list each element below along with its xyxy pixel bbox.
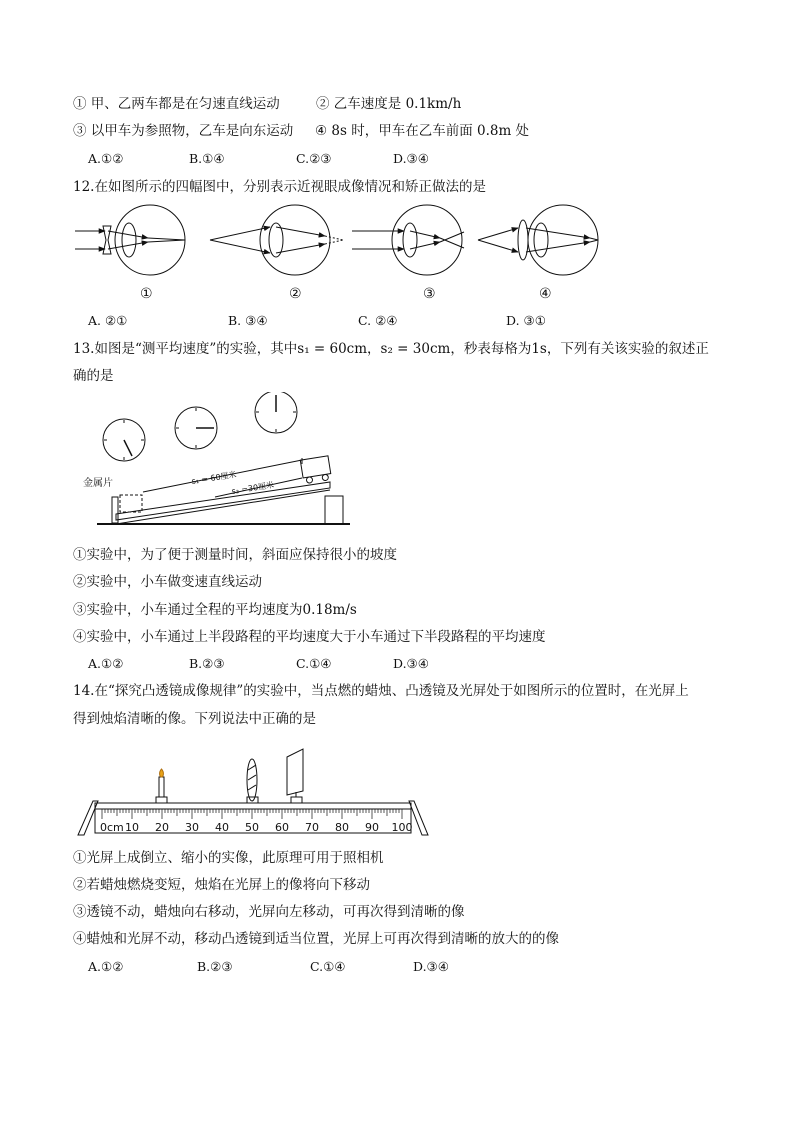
q14-statement-2: ②若蜡烛燃烧变短，烛焰在光屏上的像将向下移动: [73, 877, 370, 893]
eye-figure-3: [352, 205, 464, 275]
eye-figure-label-2: ②: [289, 286, 302, 302]
q13-statement-4: ④实验中，小车通过上半段路程的平均速度大于小车通过下半段路程的平均速度: [73, 629, 546, 645]
stopwatch-3: [255, 392, 297, 433]
ruler-label: 60: [275, 821, 289, 834]
light-screen: [287, 749, 303, 803]
ruler-label: 30: [185, 821, 199, 834]
q11-option-a[interactable]: A.①②: [88, 151, 124, 166]
q11-option-b[interactable]: B.①④: [189, 151, 225, 166]
q12-eye-figures: [0, 200, 794, 320]
q14-optical-bench-figure: [0, 735, 794, 845]
ruler-label: 40: [215, 821, 229, 834]
q13-question-line-1: 13.如图是“测平均速度”的实验，其中s₁ = 60cm，s₂ = 30cm，秒表每格为1s，下列有关该实验的叙述正: [73, 341, 709, 357]
eye-figure-label-4: ④: [539, 286, 552, 302]
q13-incline-figure: [0, 392, 794, 532]
q11-option-d[interactable]: D.③④: [393, 151, 429, 166]
ruler-label: 20: [155, 821, 169, 834]
ruler-label: 50: [245, 821, 259, 834]
ruler-label: 10: [125, 821, 139, 834]
q14-statement-1: ①光屏上成倒立、缩小的实像，此原理可用于照相机: [73, 850, 384, 866]
q13-statement-2: ②实验中，小车做变速直线运动: [73, 574, 262, 590]
ruler-label: 90: [365, 821, 379, 834]
q13-option-a[interactable]: A.①②: [88, 656, 124, 671]
q11-statement-4: ④ 8s 时，甲车在乙车前面 0.8m 处: [315, 123, 530, 139]
q13-statement-3: ③实验中，小车通过全程的平均速度为0.18m/s: [73, 602, 357, 618]
s1-label: s₁ = 60厘米: [190, 469, 238, 486]
stopwatch-1: [103, 419, 145, 461]
ruler-label: 0cm: [100, 821, 124, 834]
q14-option-b[interactable]: B.②③: [197, 959, 233, 974]
q12-option-a[interactable]: A. ②①: [88, 313, 128, 328]
q14-statement-4: ④蜡烛和光屏不动，移动凸透镜到适当位置，光屏上可再次得到清晰的放大的的像: [73, 931, 559, 947]
q12-option-c[interactable]: C. ②④: [358, 313, 398, 328]
q11-option-c[interactable]: C.②③: [296, 151, 332, 166]
eye-figure-2: [210, 205, 343, 275]
ruler-label: 80: [335, 821, 349, 834]
q13-option-d[interactable]: D.③④: [393, 656, 429, 671]
q14-question-line-2: 得到烛焰清晰的像。下列说法中正确的是: [73, 711, 316, 727]
q12-option-b[interactable]: B. ③④: [228, 313, 268, 328]
q11-statement-1: ① 甲、乙两车都是在匀速直线运动: [73, 96, 280, 112]
q11-statement-2: ② 乙车速度是 0.1km/h: [316, 96, 462, 112]
metal-plate-label: 金属片: [83, 478, 113, 489]
q13-option-b[interactable]: B.②③: [189, 656, 225, 671]
eye-figure-label-1: ①: [140, 286, 153, 302]
ruler-label: 70: [305, 821, 319, 834]
q13-statement-1: ①实验中，为了便于测量时间，斜面应保持很小的坡度: [73, 547, 397, 563]
q14-question-line-1: 14.在“探究凸透镜成像规律”的实验中，当点燃的蜡烛、凸透镜及光屏处于如图所示的位置时，在光屏上: [73, 683, 689, 699]
eye-figure-label-3: ③: [423, 286, 436, 302]
ruler-label: 100: [391, 821, 413, 834]
q13-question-line-2: 确的是: [73, 368, 114, 384]
q13-option-c[interactable]: C.①④: [296, 656, 332, 671]
q14-option-d[interactable]: D.③④: [413, 959, 449, 974]
ruler-scale-labels: [100, 821, 413, 834]
q14-option-a[interactable]: A.①②: [88, 959, 124, 974]
q12-option-d[interactable]: D. ③①: [506, 313, 546, 328]
q14-option-c[interactable]: C.①④: [310, 959, 346, 974]
eye-figure-4: [478, 205, 598, 275]
convex-lens: [247, 759, 258, 803]
s2-label: s₂ =30厘米: [230, 480, 275, 496]
q11-statement-3: ③ 以甲车为参照物，乙车是向东运动: [73, 123, 294, 139]
q14-statement-3: ③透镜不动，蜡烛向右移动，光屏向左移动，可再次得到清晰的像: [73, 904, 465, 920]
q12-question: 12.在如图所示的四幅图中，分别表示近视眼成像情况和矫正做法的是: [73, 179, 486, 195]
stopwatch-2: [175, 407, 217, 449]
candle: [156, 769, 167, 803]
eye-figure-1: [75, 205, 185, 275]
